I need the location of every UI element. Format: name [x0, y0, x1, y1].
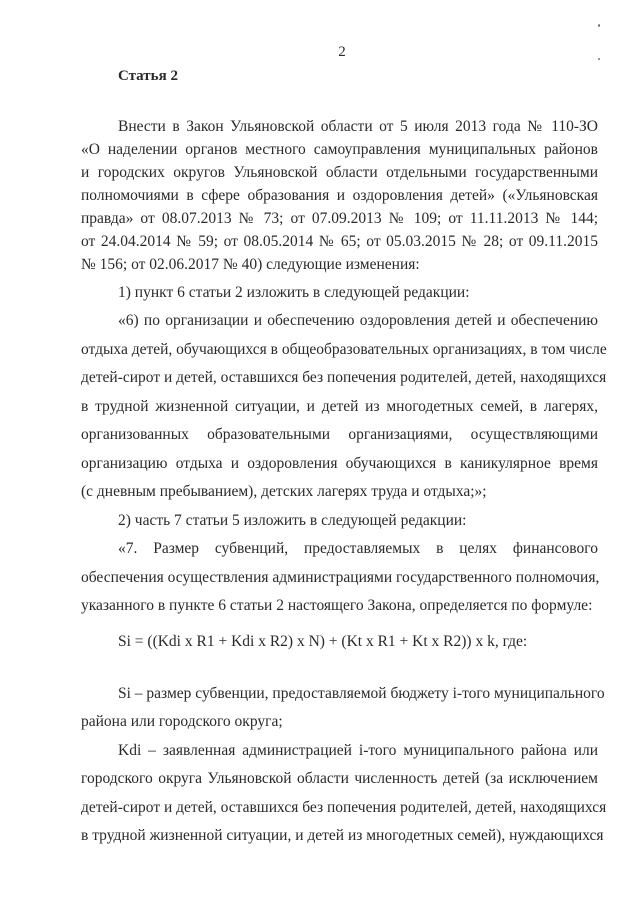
paragraph-line: полномочиями в сфере образования и оздоровления детей» («Ульяновская: [81, 187, 598, 204]
quoted-clause-line: обеспечения осуществления администрациями государственного полномочия,: [81, 569, 600, 586]
paragraph-line: правда» от 08.07.2013 № 73; от 07.09.2013 № 109; от 11.11.2013 № 144;: [81, 210, 598, 227]
definition-line: в трудной жизненной ситуации, и детей из многодетных семей), нуждающихся: [81, 827, 604, 844]
quoted-clause-line: «6) по организации и обеспечению оздоровления детей и обеспечению: [118, 312, 598, 329]
paragraph-line: Внести в Закон Ульяновской области от 5 июля 2013 года № 110-ЗО: [118, 118, 598, 135]
quoted-clause-line: в трудной жизненной ситуации, и детей из многодетных семей, в лагерях,: [81, 398, 598, 415]
quoted-clause-line: организованных образовательными организациями, осуществляющими: [81, 426, 598, 443]
quoted-clause-line: «7. Размер субвенций, предоставляемых в целях финансового: [118, 540, 598, 557]
paragraph-line: от 24.04.2014 № 59; от 08.05.2014 № 65; от 05.03.2015 № 28; от 09.11.2015: [81, 233, 598, 250]
article-title: Статья 2: [118, 68, 178, 84]
quoted-clause-line: указанного в пункте 6 статьи 2 настоящего Закона, определяется по формуле:: [81, 597, 593, 614]
definition-line: детей-сирот и детей, оставшихся без попечения родителей, детей, находящихся: [81, 799, 607, 816]
definition-line: Kdi – заявленная администрацией i-того муниципального района или: [118, 742, 598, 759]
scan-speck: [598, 58, 600, 60]
scan-speck: [598, 24, 600, 27]
paragraph-line: № 156; от 02.06.2017 № 40) следующие изменения:: [81, 256, 420, 273]
definition-line: района или городского округа;: [81, 713, 283, 730]
subvention-formula: Si = ((Kdi x R1 + Kdi x R2) x N) + (Kt x R1 + Kt x R2)) x k, где:: [118, 633, 528, 650]
list-item-1: 1) пункт 6 статьи 2 изложить в следующей редакции:: [118, 284, 470, 301]
definition-line: Si – размер субвенции, предоставляемой бюджету i-того муниципального: [118, 685, 605, 702]
quoted-clause-line: отдыха детей, обучающихся в общеобразовательных организациях, в том числе: [81, 341, 607, 358]
quoted-clause-line: (с дневным пребыванием), детских лагерях труда и отдыха;»;: [81, 483, 487, 500]
quoted-clause-line: организацию отдыха и оздоровления обучающихся в каникулярное время: [81, 455, 598, 472]
definition-line: городского округа Ульяновской области численность детей (за исключением: [81, 770, 598, 787]
paragraph-line: и городских округов Ульяновской области отдельными государственными: [81, 164, 598, 181]
list-item-2: 2) часть 7 статьи 5 изложить в следующей редакции:: [118, 512, 467, 529]
quoted-clause-line: детей-сирот и детей, оставшихся без попечения родителей, детей, находящихся: [81, 369, 607, 386]
paragraph-line: «О наделении органов местного самоуправления муниципальных районов: [81, 141, 598, 158]
page-number: 2: [338, 44, 346, 60]
